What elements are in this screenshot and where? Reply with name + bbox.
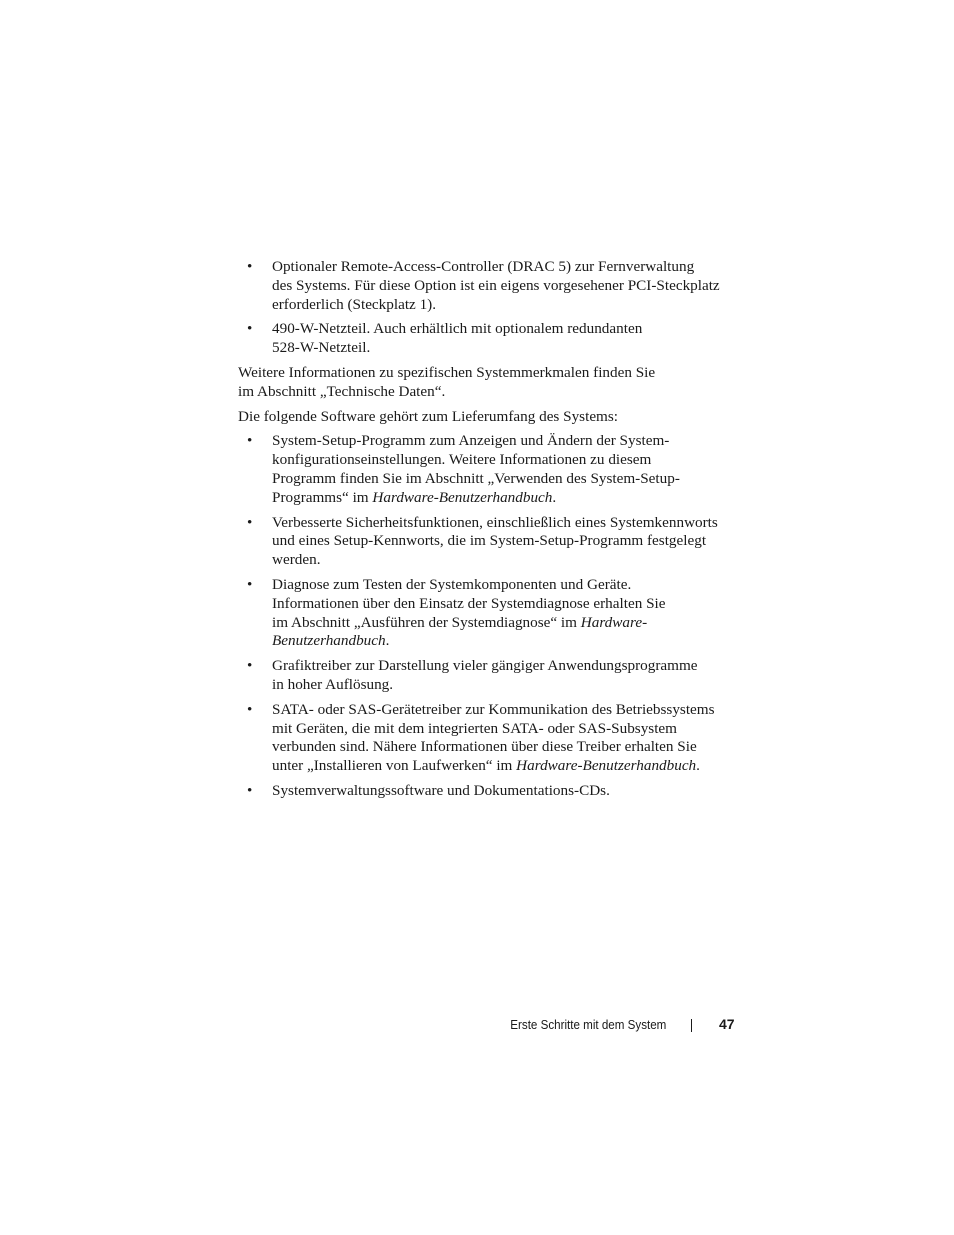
list-item [238, 657, 738, 695]
footer-divider [691, 1019, 692, 1032]
hardware-list [238, 258, 738, 358]
list-item [238, 320, 738, 358]
list-item [238, 782, 738, 801]
list-item-line: verbunden sind. Nähere Informationen über diese Treiber erhalten Sie [272, 738, 697, 756]
list-item [238, 576, 738, 651]
bullet-icon: • [247, 513, 253, 531]
list-item-line: in hoher Auflösung. [272, 675, 394, 693]
list-item-line: Programms“ im Hardware-Benutzerhandbuch. [272, 488, 557, 506]
features-paragraph: Weitere Informationen zu spezifischen Systemmerkmalen finden Sie im Abschnitt „Technische Daten“. [238, 363, 656, 400]
page-number: 47 [719, 1016, 735, 1032]
list-item-line: im Abschnitt „Ausführen der Systemdiagnose“ im Hardware- [272, 613, 648, 631]
manual-title: Hardware-Benutzerhandbuch [372, 488, 553, 506]
bullet-icon: • [247, 258, 253, 275]
list-item [238, 701, 738, 776]
list-item-line: Diagnose zum Testen der Systemkomponenten und Geräte. [272, 575, 632, 593]
list-item [238, 432, 738, 507]
list-item-line: unter „Installieren von Laufwerken“ im Hardware-Benutzerhandbuch. [272, 757, 700, 775]
list-item-line: Benutzerhandbuch. [272, 632, 390, 650]
list-item-line: SATA- oder SAS-Gerätetreiber zur Kommunikation des Betriebssystems [272, 700, 715, 718]
list-item [238, 514, 738, 570]
bullet-icon: • [247, 432, 253, 450]
manual-title: Hardware- [580, 613, 648, 631]
list-item-line: Verbesserte Sicherheitsfunktionen, einschließlich eines Systemkennworts [272, 513, 718, 531]
bullet-icon: • [247, 700, 253, 718]
list-item-line: Optionaler Remote-Access-Controller (DRAC 5) zur Fernverwaltung [272, 258, 695, 275]
list-item-line: 490-W-Netzteil. Auch erhältlich mit optionalem redundanten [272, 320, 643, 338]
list-item-line: werden. [272, 551, 321, 569]
list-item-line: erforderlich (Steckplatz 1). [272, 295, 437, 313]
software-intro-paragraph: Die folgende Software gehört zum Lieferumfang des Systems: [238, 407, 618, 425]
list-item-line: und eines Setup-Kennworts, die im System-Setup-Programm festgelegt [272, 532, 707, 550]
list-item-line: Systemverwaltungssoftware und Dokumentations-CDs. [272, 781, 610, 799]
footer-section-title: Erste Schritte mit dem System [509, 1017, 666, 1032]
list-item [238, 258, 738, 314]
list-item-line: Grafiktreiber zur Darstellung vieler gängiger Anwendungsprogramme [272, 657, 698, 675]
list-item-line: mit Geräten, die mit dem integrierten SATA- oder SAS-Subsystem [272, 719, 677, 737]
list-item-line: Informationen über den Einsatz der Systemdiagnose erhalten Sie [272, 594, 666, 612]
page-content [238, 258, 738, 807]
bullet-icon: • [247, 575, 253, 593]
software-list [238, 432, 738, 800]
list-item-line: 528-W-Netzteil. [272, 339, 371, 357]
bullet-icon: • [247, 657, 253, 675]
manual-title: Benutzerhandbuch [272, 632, 386, 650]
manual-title: Hardware-Benutzerhandbuch [516, 757, 697, 775]
list-item-line: konfigurationseinstellungen. Weitere Informationen zu diesem [272, 451, 652, 469]
list-item-line: Programm finden Sie im Abschnitt „Verwenden des System-Setup- [272, 469, 680, 487]
page-footer [0, 1014, 954, 1036]
list-item-line: System-Setup-Programm zum Anzeigen und Ändern der System- [272, 432, 670, 450]
bullet-icon: • [247, 781, 253, 799]
bullet-icon: • [247, 320, 253, 338]
list-item-line: des Systems. Für diese Option ist ein eigens vorgesehener PCI-Steckplatz [272, 276, 720, 294]
